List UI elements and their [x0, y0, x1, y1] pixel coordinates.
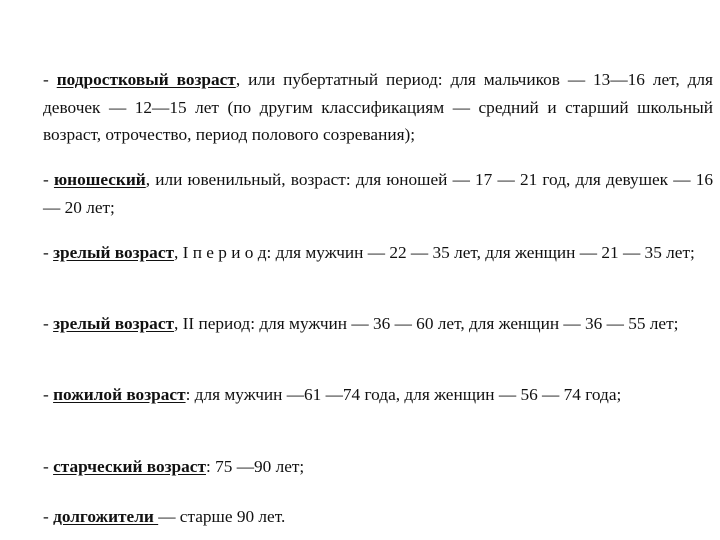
age-period-description: , или ювенильный, возраст: для юношей — 17 — 21 год, для девушек — 16 — 20 лет; — [43, 170, 713, 217]
age-period-description: , II период: для мужчин — 36 — 60 лет, для женщин — 36 — 55 лет; — [173, 314, 679, 333]
age-period-item — [43, 381, 713, 409]
item-prefix: - — [43, 385, 54, 404]
age-period-description: — старше 90 лет. — [158, 507, 286, 526]
age-period-description: : для мужчин —61 —74 года, для женщин — 56 — 74 года; — [185, 385, 622, 404]
age-period-term: зрелый возраст — [53, 314, 174, 333]
age-period-description: , I п е р и о д: для мужчин — 22 — 35 лет, для женщин — 21 — 35 лет; — [173, 243, 695, 262]
item-prefix: - — [43, 243, 54, 262]
age-period-item — [43, 66, 713, 149]
item-prefix: - — [43, 314, 54, 333]
age-period-term: пожилой возраст — [53, 385, 186, 404]
item-prefix: - — [43, 170, 54, 189]
age-period-description: : 75 —90 лет; — [205, 457, 305, 476]
item-prefix: - — [43, 457, 54, 476]
age-period-item — [43, 453, 713, 481]
age-period-description: , или пубертатный период: для мальчиков — 13—16 лет, для девочек — 12—15 лет (по другим классификациям — средний и старший школьный возраст, отрочество, период полового созревания); — [43, 70, 713, 144]
age-period-item — [43, 310, 713, 338]
age-period-term: старческий возраст — [53, 457, 206, 476]
item-prefix: - — [43, 507, 54, 526]
age-period-term: подростковый возраст — [56, 70, 236, 89]
age-period-term: юношеский — [53, 170, 146, 189]
age-period-item — [43, 239, 713, 267]
age-period-term: долгожители — [53, 507, 159, 526]
age-period-term: зрелый возраст — [53, 243, 174, 262]
age-period-item — [43, 166, 713, 221]
age-period-item — [43, 503, 713, 531]
item-prefix: - — [43, 70, 57, 89]
